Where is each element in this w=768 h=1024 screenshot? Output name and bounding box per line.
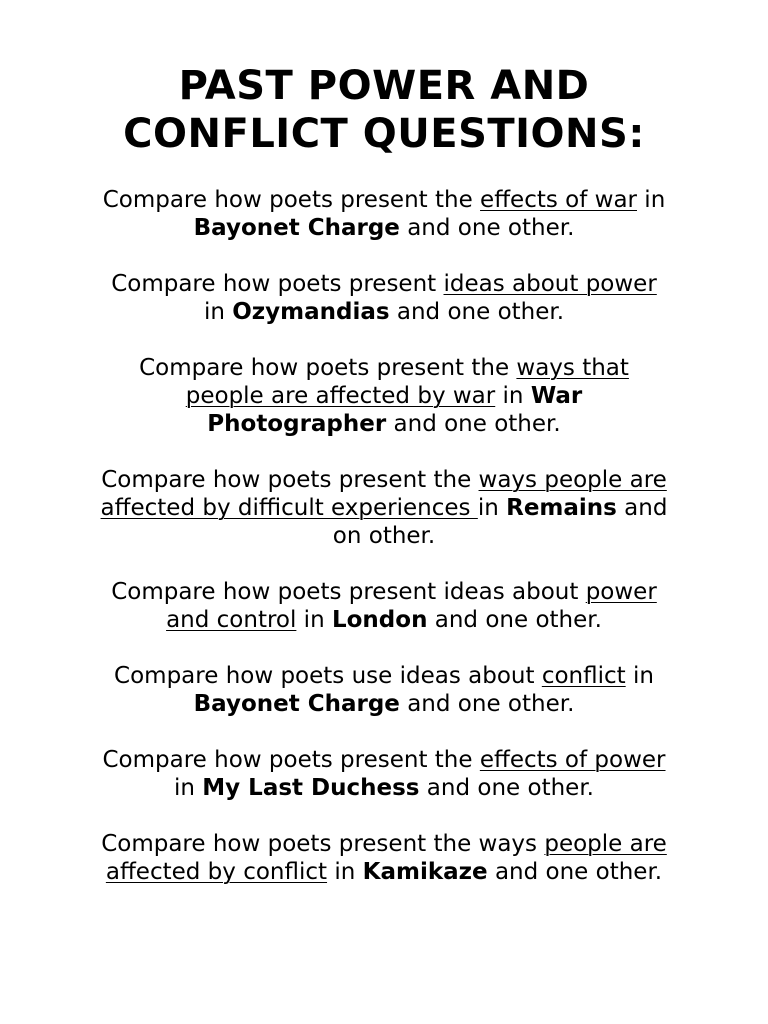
- underlined-topic: people are affected by war: [185, 383, 496, 409]
- poem-title: Ozymandias: [232, 299, 390, 325]
- question-text: in: [625, 663, 654, 689]
- title-line-1: PAST POWER AND: [178, 63, 590, 109]
- question-text: in: [327, 859, 363, 885]
- question-text: and one other.: [427, 607, 602, 633]
- poem-title: Bayonet Charge: [193, 691, 400, 717]
- question-5: [40, 578, 728, 634]
- question-text: Compare how poets present the: [139, 355, 517, 381]
- underlined-topic: effects of power: [479, 747, 666, 773]
- question-text: in: [174, 775, 203, 801]
- poem-title: London: [331, 607, 428, 633]
- underlined-topic: effects of war: [480, 187, 637, 213]
- question-3: [40, 354, 728, 438]
- underlined-topic: affected by difficult experiences: [100, 495, 478, 521]
- underlined-topic: people are: [544, 831, 667, 857]
- question-text: and one other.: [399, 691, 575, 717]
- poem-title: My Last Duchess: [202, 775, 420, 801]
- underlined-topic: ways that: [516, 355, 629, 381]
- question-4: [40, 466, 728, 550]
- question-2: [40, 270, 728, 326]
- question-text: and one other.: [419, 775, 594, 801]
- question-text: in: [495, 383, 531, 409]
- underlined-topic: conflict: [541, 663, 626, 689]
- question-text: Compare how poets present ideas about: [111, 579, 586, 605]
- poem-title: Photographer: [207, 411, 387, 437]
- poem-title: Bayonet Charge: [193, 215, 400, 241]
- poem-title: War: [530, 383, 583, 409]
- underlined-topic: affected by conflict: [105, 859, 328, 885]
- page-title: [40, 62, 728, 158]
- question-7: [40, 746, 728, 802]
- title-line-2: CONFLICT QUESTIONS:: [123, 111, 645, 157]
- poem-title: Kamikaze: [362, 859, 488, 885]
- question-text: Compare how poets present the: [101, 467, 479, 493]
- poem-title: Remains: [506, 495, 617, 521]
- question-1: [40, 186, 728, 242]
- question-text: in: [296, 607, 332, 633]
- question-text: and: [616, 495, 668, 521]
- question-text: Compare how poets present the: [102, 187, 481, 213]
- question-text: on other.: [332, 523, 436, 549]
- question-6: [40, 662, 728, 718]
- question-text: in: [637, 187, 666, 213]
- question-text: in: [477, 495, 507, 521]
- question-text: and one other.: [487, 859, 663, 885]
- underlined-topic: power: [585, 579, 657, 605]
- question-text: and one other.: [386, 411, 561, 437]
- underlined-topic: and control: [166, 607, 297, 633]
- question-text: Compare how poets present the ways: [101, 831, 545, 857]
- question-text: Compare how poets present the: [102, 747, 480, 773]
- underlined-topic: ways people are: [478, 467, 667, 493]
- question-text: Compare how poets present: [111, 271, 444, 297]
- question-text: and one other.: [389, 299, 565, 325]
- question-8: [40, 830, 728, 886]
- question-text: Compare how poets use ideas about: [114, 663, 542, 689]
- underlined-topic: ideas about power: [443, 271, 657, 297]
- question-text: in: [203, 299, 233, 325]
- question-text: and one other.: [399, 215, 575, 241]
